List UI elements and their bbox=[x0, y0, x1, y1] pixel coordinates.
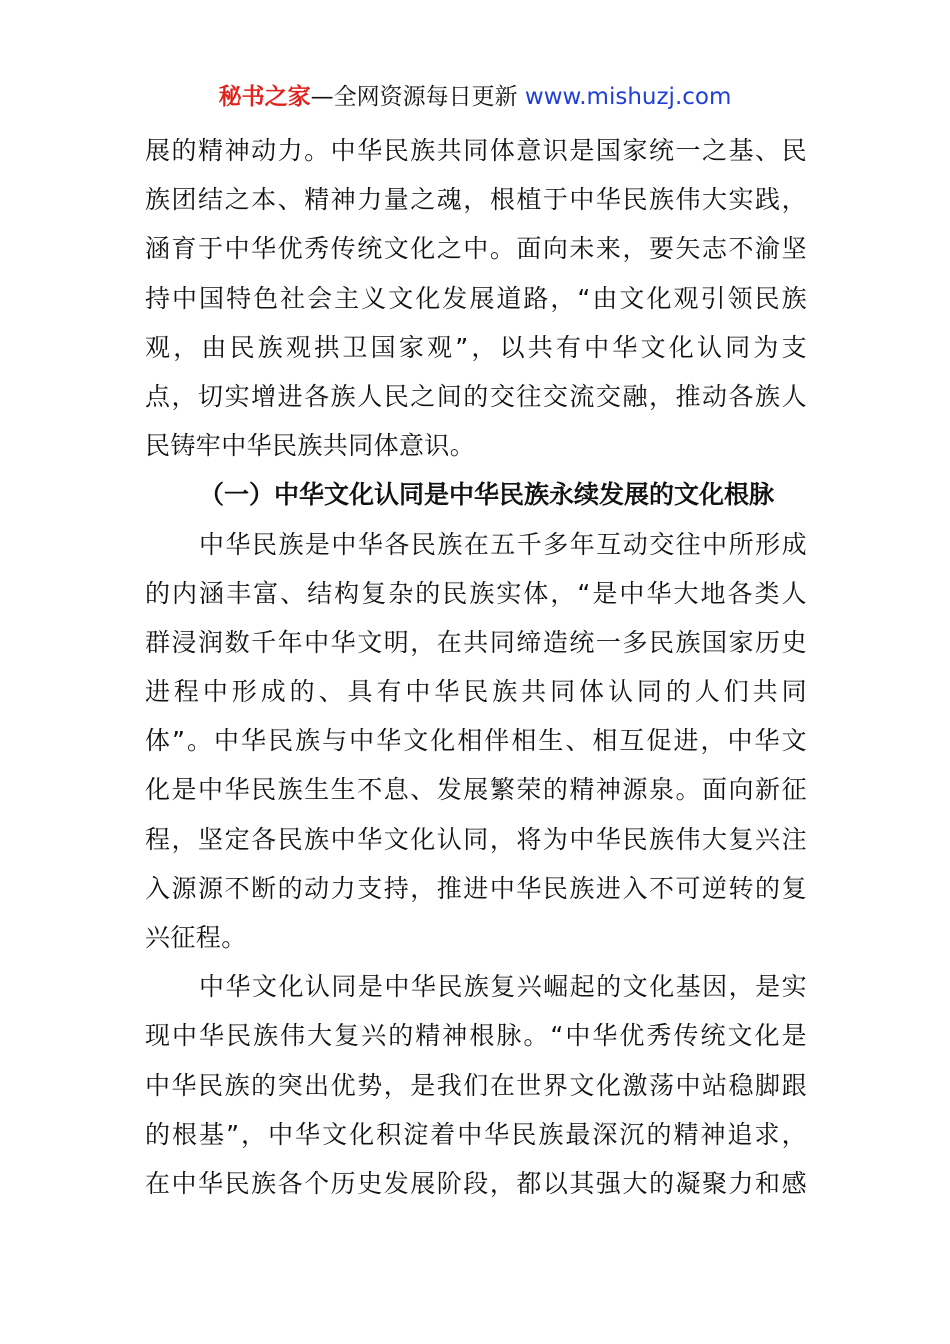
text-line: 观，由民族观拱卫国家观”，以共有中华文化认同为支 bbox=[145, 332, 807, 362]
text-line: 体”。中华民族与中华文化相伴相生、相互促进，中华文 bbox=[145, 726, 807, 756]
text-line: 涵育于中华优秀传统文化之中。面向未来，要矢志不渝坚 bbox=[145, 234, 807, 264]
text-line: 化是中华民族生生不息、发展繁荣的精神源泉。面向新征 bbox=[145, 775, 807, 805]
text-line: 中华文化认同是中华民族复兴崛起的文化基因，是实 bbox=[199, 972, 807, 1002]
text-line: 兴征程。 bbox=[145, 923, 247, 952]
text-line: 点，切实增进各族人民之间的交往交流交融，推动各族人 bbox=[145, 381, 807, 411]
paragraph-3 bbox=[145, 962, 807, 1208]
text-line: 中华民族的突出优势，是我们在世界文化激荡中站稳脚跟 bbox=[145, 1070, 807, 1100]
paragraph-1 bbox=[145, 126, 807, 470]
text-line: 民铸牢中华民族共同体意识。 bbox=[145, 431, 476, 461]
document-body bbox=[145, 126, 807, 1208]
text-line: 进程中形成的、具有中华民族共同体认同的人们共同 bbox=[145, 677, 807, 707]
text-line: 程，坚定各民族中华文化认同，将为中华民族伟大复兴注 bbox=[145, 824, 807, 854]
text-line: 入源源不断的动力支持，推进中华民族进入不可逆转的复 bbox=[145, 873, 807, 903]
brand-name: 秘书之家 bbox=[218, 84, 311, 110]
paragraph-2 bbox=[145, 520, 807, 963]
page-header bbox=[0, 82, 950, 112]
text-line: 的内涵丰富、结构复杂的民族实体，“是中华大地各类人 bbox=[145, 578, 807, 608]
text-line: 持中国特色社会主义文化发展道路，“由文化观引领民族 bbox=[145, 283, 807, 313]
website-link[interactable]: www.mishuzj.com bbox=[524, 84, 732, 110]
text-line: 族团结之本、精神力量之魂，根植于中华民族伟大实践， bbox=[145, 185, 807, 215]
text-line: 在中华民族各个历史发展阶段，都以其强大的凝聚力和感 bbox=[145, 1168, 807, 1198]
text-line: 现中华民族伟大复兴的精神根脉。“中华优秀传统文化是 bbox=[145, 1021, 807, 1051]
text-line: 的根基”，中华文化积淀着中华民族最深沉的精神追求， bbox=[145, 1119, 807, 1149]
section-heading: （一）中华文化认同是中华民族永续发展的文化根脉 bbox=[199, 480, 775, 510]
text-line: 展的精神动力。中华民族共同体意识是国家统一之基、民 bbox=[145, 136, 807, 165]
text-line: 群浸润数千年中华文明，在共同缔造统一多民族国家历史 bbox=[145, 627, 807, 657]
text-line: 中华民族是中华各民族在五千多年互动交往中所形成 bbox=[199, 529, 807, 559]
header-tagline: —全网资源每日更新 bbox=[310, 84, 525, 110]
